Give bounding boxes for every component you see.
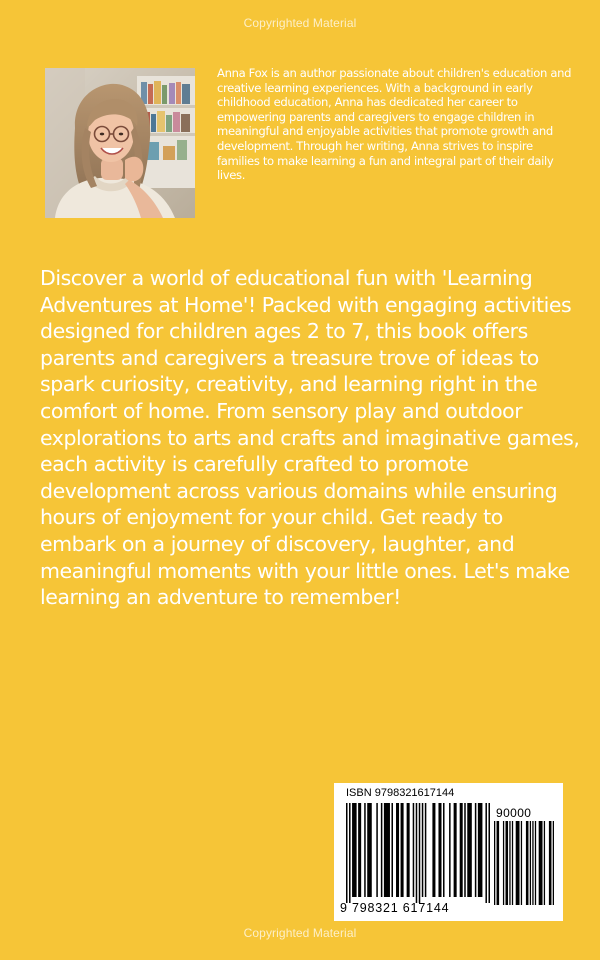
barcode-bar bbox=[549, 821, 552, 905]
barcode-bar bbox=[449, 803, 451, 897]
barcode-bar bbox=[358, 803, 361, 897]
author-photo bbox=[45, 68, 195, 218]
barcode-bar bbox=[349, 803, 351, 903]
barcode-bar bbox=[521, 821, 522, 905]
barcode-bar bbox=[530, 821, 531, 905]
author-portrait-icon bbox=[45, 68, 195, 218]
barcode-bar bbox=[539, 821, 543, 905]
barcode-bar bbox=[532, 821, 533, 905]
copyright-watermark-top: Copyrighted Material bbox=[243, 16, 357, 30]
isbn-barcode bbox=[334, 783, 563, 921]
copyright-watermark-bottom: Copyrighted Material bbox=[243, 926, 357, 940]
barcode-bar bbox=[467, 803, 472, 897]
barcode-bar bbox=[460, 803, 463, 897]
barcode-bar bbox=[422, 803, 424, 897]
barcode-bar bbox=[512, 821, 513, 905]
barcode-bar bbox=[553, 821, 554, 905]
barcode-bar bbox=[364, 803, 366, 897]
isbn-label: ISBN 9798321617144 bbox=[346, 787, 455, 799]
barcode-bar bbox=[509, 821, 510, 905]
barcode-bar bbox=[488, 803, 490, 903]
barcode-bar bbox=[464, 803, 466, 897]
barcode-bar bbox=[381, 803, 383, 897]
barcode-bar bbox=[494, 821, 495, 905]
barcode-bar bbox=[544, 821, 545, 905]
barcode-bar bbox=[535, 821, 536, 905]
barcode-bar bbox=[503, 821, 504, 905]
barcode-bar bbox=[419, 803, 421, 903]
barcode-bar bbox=[416, 803, 418, 903]
barcode-bar bbox=[516, 821, 520, 905]
barcode-bar bbox=[425, 803, 427, 897]
barcode-bar bbox=[407, 803, 410, 897]
addon-barcode-icon bbox=[494, 821, 554, 905]
barcode-bar bbox=[438, 803, 441, 897]
barcode-bar bbox=[497, 821, 500, 905]
barcode-bar bbox=[391, 803, 393, 897]
barcode-bar bbox=[346, 803, 348, 903]
barcode-bar bbox=[432, 803, 435, 897]
book-description: Discover a world of educational fun with 'Learning Adventures at Home'! Packed with engaging activities designed for children ages 2 to 7, this book offers parents and caregivers a treasure trove of ideas to spark curiosity, creativity, and learning right in the comfort of home. From sensory play and outdoor explorations to arts and crafts and imaginative games, each activity is carefully crafted to promote development across various domains while ensuring hours of enjoyment for your child. Get ready to embark on a journey of discovery, laughter, and meaningful moments with your little ones. Let's make learning an adventure to remember! bbox=[40, 266, 580, 610]
barcode-bar bbox=[485, 803, 487, 903]
barcode-bar bbox=[505, 821, 508, 905]
ean13-barcode-icon bbox=[346, 803, 490, 903]
barcode-bar bbox=[475, 803, 477, 897]
barcode-bar bbox=[401, 803, 404, 897]
barcode-bar bbox=[526, 821, 529, 905]
isbn-digits: 9 798321 617144 bbox=[340, 901, 450, 915]
barcode-bar bbox=[413, 803, 415, 897]
price-code: 90000 bbox=[496, 806, 532, 820]
barcode-bar bbox=[478, 803, 483, 897]
barcode-bar bbox=[352, 803, 357, 897]
barcode-bar bbox=[376, 803, 378, 897]
barcode-bar bbox=[367, 803, 372, 897]
barcode-bar bbox=[443, 803, 445, 897]
barcode-bar bbox=[384, 803, 390, 897]
barcode-bar bbox=[396, 803, 399, 897]
author-bio: Anna Fox is an author passionate about children's education and creative learning experiences. With a background in early childhood education, Anna has dedicated her career to empowering parents and caregivers to engage children in meaningful and enjoyable activities that promote growth and development. Through her writing, Anna strives to inspire families to make learning a fun and integral part of their daily lives. bbox=[217, 66, 572, 183]
barcode-bar bbox=[454, 803, 457, 897]
